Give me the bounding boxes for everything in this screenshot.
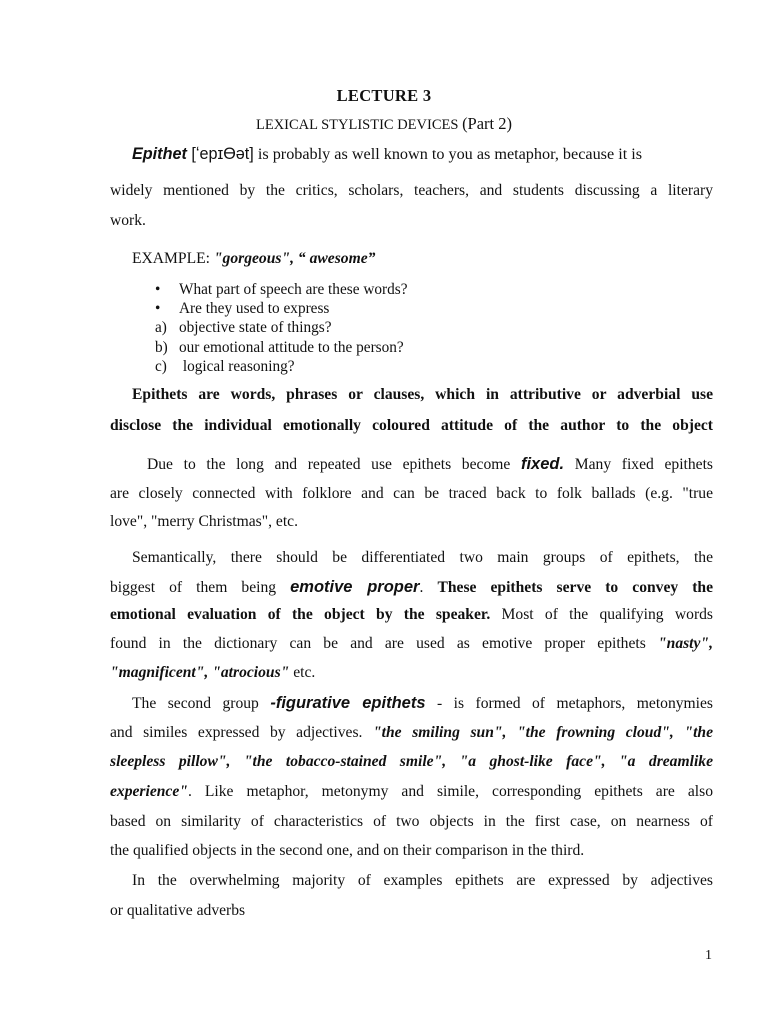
transcription: [ʻepɪƟət] — [186, 145, 254, 163]
lecture-subtitle — [0, 114, 768, 134]
term-emotive-proper: emotive proper — [290, 578, 420, 596]
fixed-line-2: are closely connected with folklore and can be traced back to folk ballads (e.g. "true — [110, 485, 713, 502]
figurative-line-4: experience". Like metaphor, metonymy and simile, corresponding epithets are also — [110, 783, 713, 800]
intro-line-2: widely mentioned by the critics, scholars, teachers, and students discussing a literary — [110, 182, 713, 199]
semantic-line-5: "magnificent", "atrocious" etc. — [110, 664, 316, 681]
intro-line-3: work. — [110, 212, 146, 229]
definition-line-2: disclose the individual emotionally coloured attitude of the author to the object — [110, 417, 713, 434]
example-line — [132, 250, 713, 269]
question-item: c) logical reasoning? — [155, 358, 295, 375]
lecture-title: LECTURE 3 — [336, 86, 432, 105]
intro-line-1 — [132, 145, 713, 164]
semantic-line-3: emotional evaluation of the object by the speaker. Most of the qualifying words — [110, 606, 713, 623]
intro-text: is probably as well known to you as metaphor, because it is — [253, 145, 643, 163]
fixed-line-1: Due to the long and repeated use epithets become fixed. Many fixed epithets — [147, 455, 713, 473]
figurative-line-3: sleepless pillow", "the tobacco-stained smile", "a ghost-like face", "a dreamlike — [110, 753, 713, 770]
question-item: • What part of speech are these words? — [155, 281, 408, 298]
page-number: 1 — [705, 948, 712, 963]
closing-line-2: or qualitative adverbs — [110, 902, 246, 919]
term-epithet: Epithet — [132, 145, 187, 163]
semantic-line-4: found in the dictionary can be and are used as emotive proper epithets "nasty", — [110, 635, 713, 652]
figurative-line-2: and similes expressed by adjectives. "the smiling sun", "the frowning cloud", "the — [110, 724, 713, 741]
example-words: "gorgeous", “ awesome” — [213, 250, 376, 267]
question-item: b) our emotional attitude to the person? — [155, 339, 404, 356]
semantic-line-1: Semantically, there should be differentiated two main groups of epithets, the — [132, 549, 713, 566]
subtitle-part: (Part 2) — [462, 114, 513, 133]
question-item: a) objective state of things? — [155, 319, 332, 336]
subtitle-main: LEXICAL STYLISTIC DEVICES — [255, 117, 463, 133]
definition-line-1: Epithets are words, phrases or clauses, which in attributive or adverbial use — [132, 386, 713, 403]
term-figurative-epithets: -figurative epithets — [270, 694, 426, 712]
figurative-line-5: based on similarity of characteristics of two objects in the first case, on nearness of — [110, 813, 713, 830]
semantic-line-2: biggest of them being emotive proper. These epithets serve to convey the — [110, 578, 714, 596]
closing-line-1: In the overwhelming majority of examples epithets are expressed by adjectives — [132, 872, 713, 889]
figurative-line-1: The second group -figurative epithets - is formed of metaphors, metonymies — [132, 694, 714, 712]
figurative-line-6: the qualified objects in the second one, and on their comparison in the third. — [110, 842, 585, 859]
term-fixed: fixed. — [520, 455, 565, 473]
example-label: EXAMPLE: — [132, 250, 214, 267]
question-item: • Are they used to express — [155, 300, 330, 317]
fixed-line-3: love", "merry Christmas", etc. — [110, 513, 298, 530]
